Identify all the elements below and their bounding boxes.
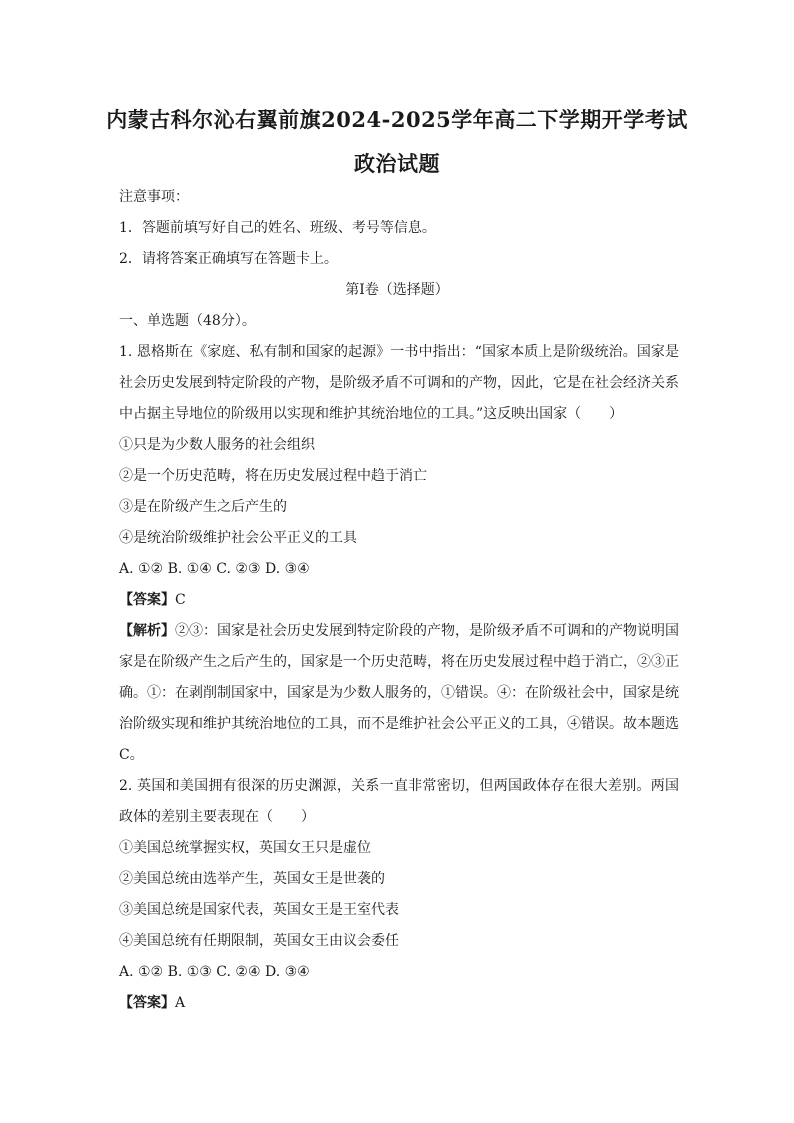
exam-subtitle: 政治试题 [354,151,440,176]
part-title: 第I卷（选择题） [345,282,449,298]
answer-label: 【答案】 [119,995,175,1011]
exam-title: 内蒙古科尔沁右翼前旗2024-2025学年高二下学期开学考试 [106,107,688,132]
section-heading: 一、单选题（48分）。 [119,313,256,329]
q1-analysis-line [119,621,679,641]
q2-choices: A. ①② B. ①③ C. ②④ D. ③④ [119,964,310,980]
answer-value: C [175,592,186,608]
q2-statement: ②美国总统由选举产生，英国女王是世袭的 [119,871,385,887]
q2-statement: ④美国总统有任期限制，英国女王由议会委任 [119,933,399,949]
analysis-text: ②③：国家是社会历史发展到特定阶段的产物，是阶级矛盾不可调和的产物说明国 [175,623,679,639]
answer-value: A [175,995,186,1011]
q2-statement: ③美国总统是国家代表，英国女王是王室代表 [119,902,399,918]
q1-analysis-line: C。 [119,747,144,763]
notes-heading: 注意事项： [119,189,189,205]
q2-stem-line: 政体的差别主要表现在（ ） [119,809,315,825]
q1-stem-line: 中占据主导地位的阶级用以实现和维护其统治地位的工具。”这反映出国家（ ） [119,406,624,422]
note-item: 1．答题前填写好自己的姓名、班级、考号等信息。 [119,220,436,236]
q2-answer [119,993,679,1013]
q1-choices: A. ①② B. ①④ C. ②③ D. ③④ [119,561,310,577]
q1-statement: ③是在阶级产生之后产生的 [119,499,287,515]
q1-analysis-line: 家是在阶级产生之后产生的，国家是一个历史范畴，将在历史发展过程中趋于消亡，②③正 [119,654,679,670]
note-item: 2．请将答案正确填写在答题卡上。 [119,251,338,267]
q1-stem-line: 社会历史发展到特定阶段的产物，是阶级矛盾不可调和的产物，因此，它是在社会经济关系 [119,375,679,391]
answer-label: 【答案】 [119,592,175,608]
q1-analysis-line: 治阶级实现和维护其统治地位的工具，而不是维护社会公平正义的工具，④错误。故本题选 [119,716,679,732]
analysis-label: 【解析】 [119,623,175,639]
q1-statement: ①只是为少数人服务的社会组织 [119,437,315,453]
q2-statement: ①美国总统掌握实权，英国女王只是虚位 [119,840,371,856]
q1-analysis-line: 确。①：在剥削制国家中，国家是为少数人服务的，①错误。④：在阶级社会中，国家是统 [119,685,679,701]
q1-answer [119,590,679,610]
q2-stem-line: 2. 英国和美国拥有很深的历史渊源，关系一直非常密切，但两国政体存在很大差别。两国 [119,778,679,794]
q1-statement: ④是统治阶级维护社会公平正义的工具 [119,530,357,546]
q1-statement: ②是一个历史范畴，将在历史发展过程中趋于消亡 [119,468,427,484]
q1-stem-line: 1. 恩格斯在《家庭、私有制和国家的起源》一书中指出：“国家本质上是阶级统治。国家是 [119,344,679,360]
